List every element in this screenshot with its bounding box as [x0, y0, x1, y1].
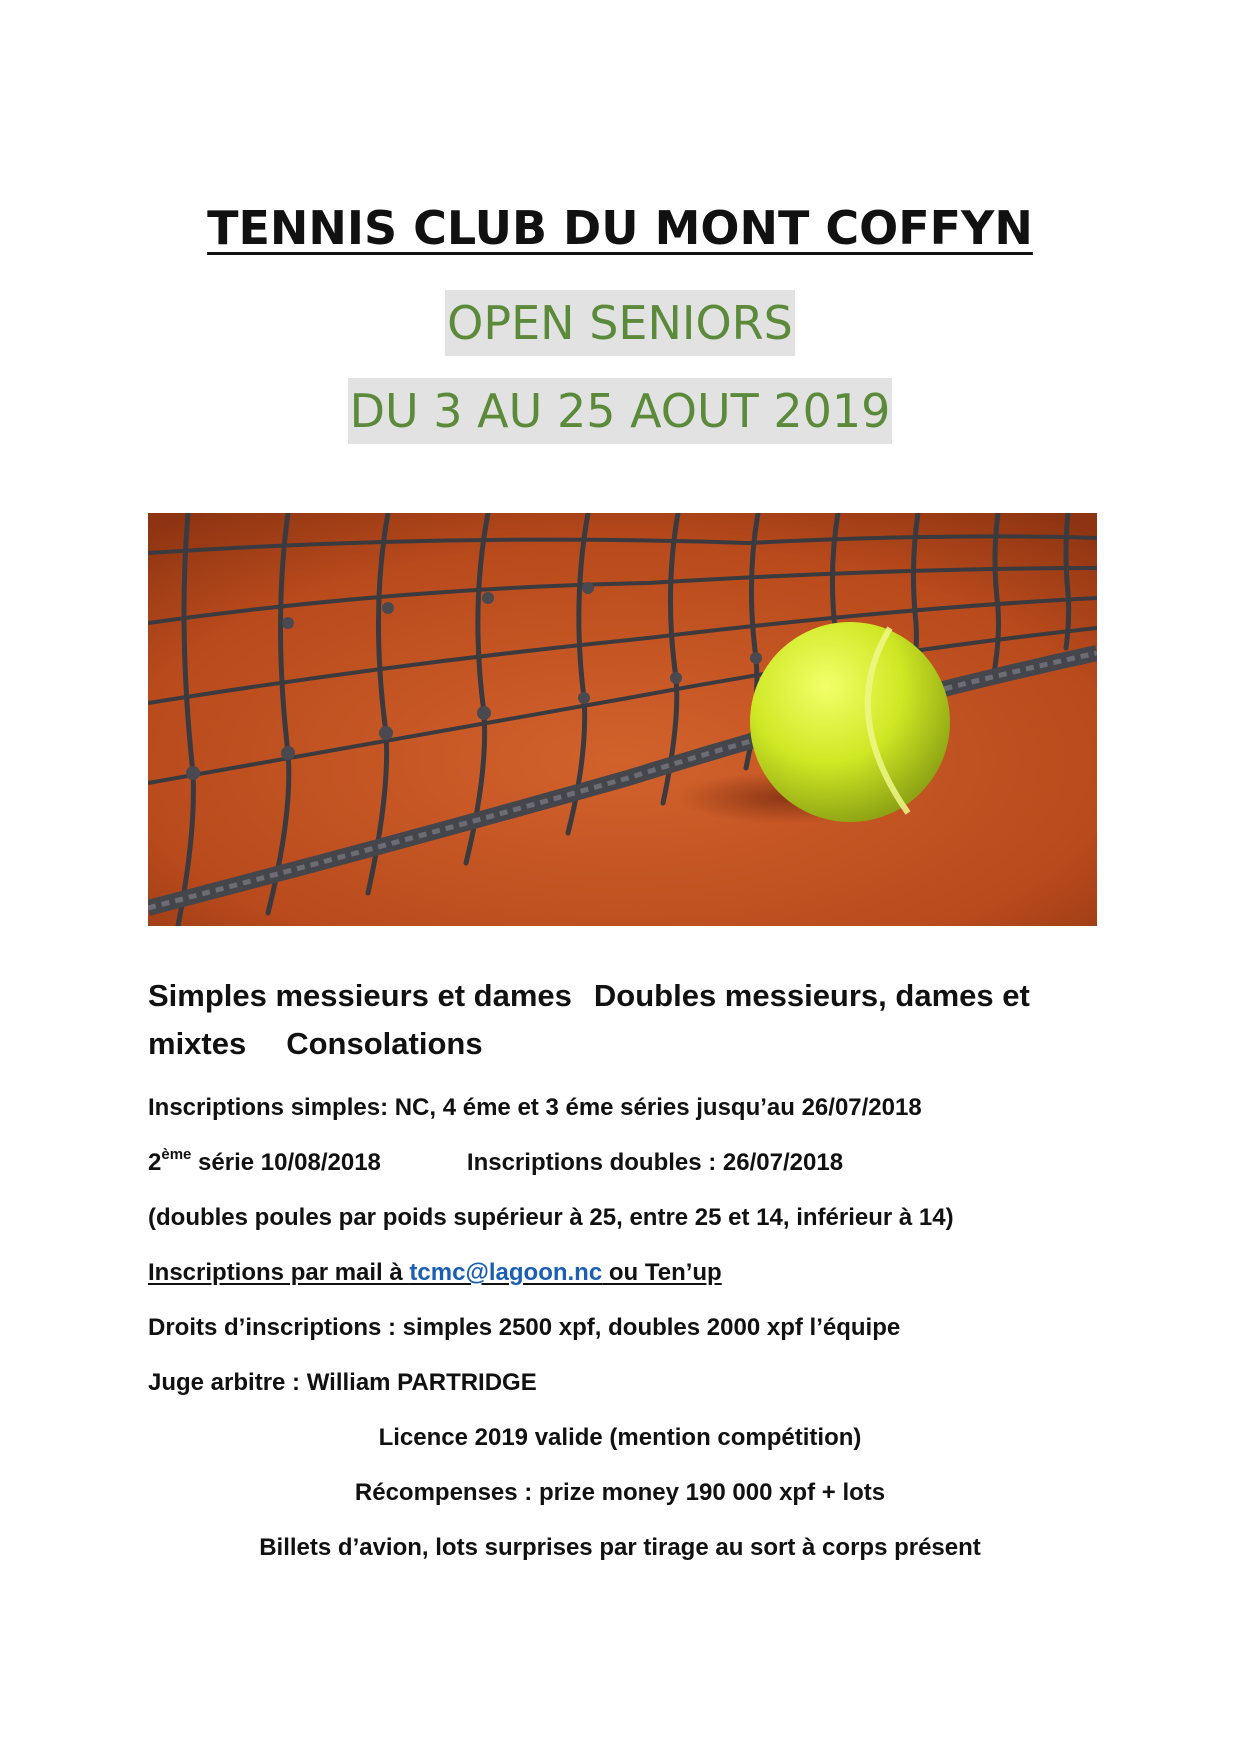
serie2-suffix: ème [161, 1146, 192, 1163]
tennis-ball-and-net-photo [148, 513, 1097, 926]
page-title [0, 198, 1240, 258]
event-consolations: Consolations [286, 1026, 483, 1061]
serie2-number: 2 [148, 1149, 162, 1176]
event-singles: Simples messieurs et dames [148, 978, 572, 1013]
event-doubles: Doubles messieurs, dames et [593, 978, 1030, 1013]
mail-prefix: Inscriptions par mail à [148, 1259, 410, 1286]
singles-registration: Inscriptions simples: NC, 4 éme et 3 éme séries jusqu’au 26/07/2018 [148, 1094, 922, 1121]
draw-prizes: Billets d’avion, lots surprises par tirage au sort à corps présent [259, 1534, 981, 1561]
serie2-date: série 10/08/2018 [191, 1149, 381, 1176]
email-link[interactable]: tcmc@lagoon.nc [409, 1259, 603, 1286]
tournament-name: OPEN SENIORS [445, 290, 795, 356]
mail-registration [148, 1257, 1108, 1289]
event-mixed: mixtes [148, 1026, 247, 1061]
photo-illustration [148, 513, 1097, 926]
tournament-name-row [0, 290, 1240, 356]
club-name: TENNIS CLUB DU MONT COFFYN [207, 201, 1033, 255]
mail-suffix: ou Ten’up [602, 1259, 722, 1286]
doubles-registration: Inscriptions doubles : 26/07/2018 [466, 1149, 844, 1176]
doubles-pools: (doubles poules par poids supérieur à 25, entre 25 et 14, inférieur à 14) [148, 1204, 954, 1231]
referee: Juge arbitre : William PARTRIDGE [148, 1369, 537, 1396]
tennis-ball [750, 622, 950, 822]
licence-requirement: Licence 2019 valide (mention compétition) [378, 1424, 862, 1451]
registration-deadlines-row [148, 1147, 1108, 1179]
prizes: Récompenses : prize money 190 000 xpf + lots [354, 1479, 886, 1506]
entry-fees: Droits d’inscriptions : simples 2500 xpf, doubles 2000 xpf l’équipe [148, 1314, 901, 1341]
events-block [148, 972, 1088, 1068]
tournament-dates-row [0, 378, 1240, 444]
tournament-dates: DU 3 AU 25 AOUT 2019 [348, 378, 893, 444]
